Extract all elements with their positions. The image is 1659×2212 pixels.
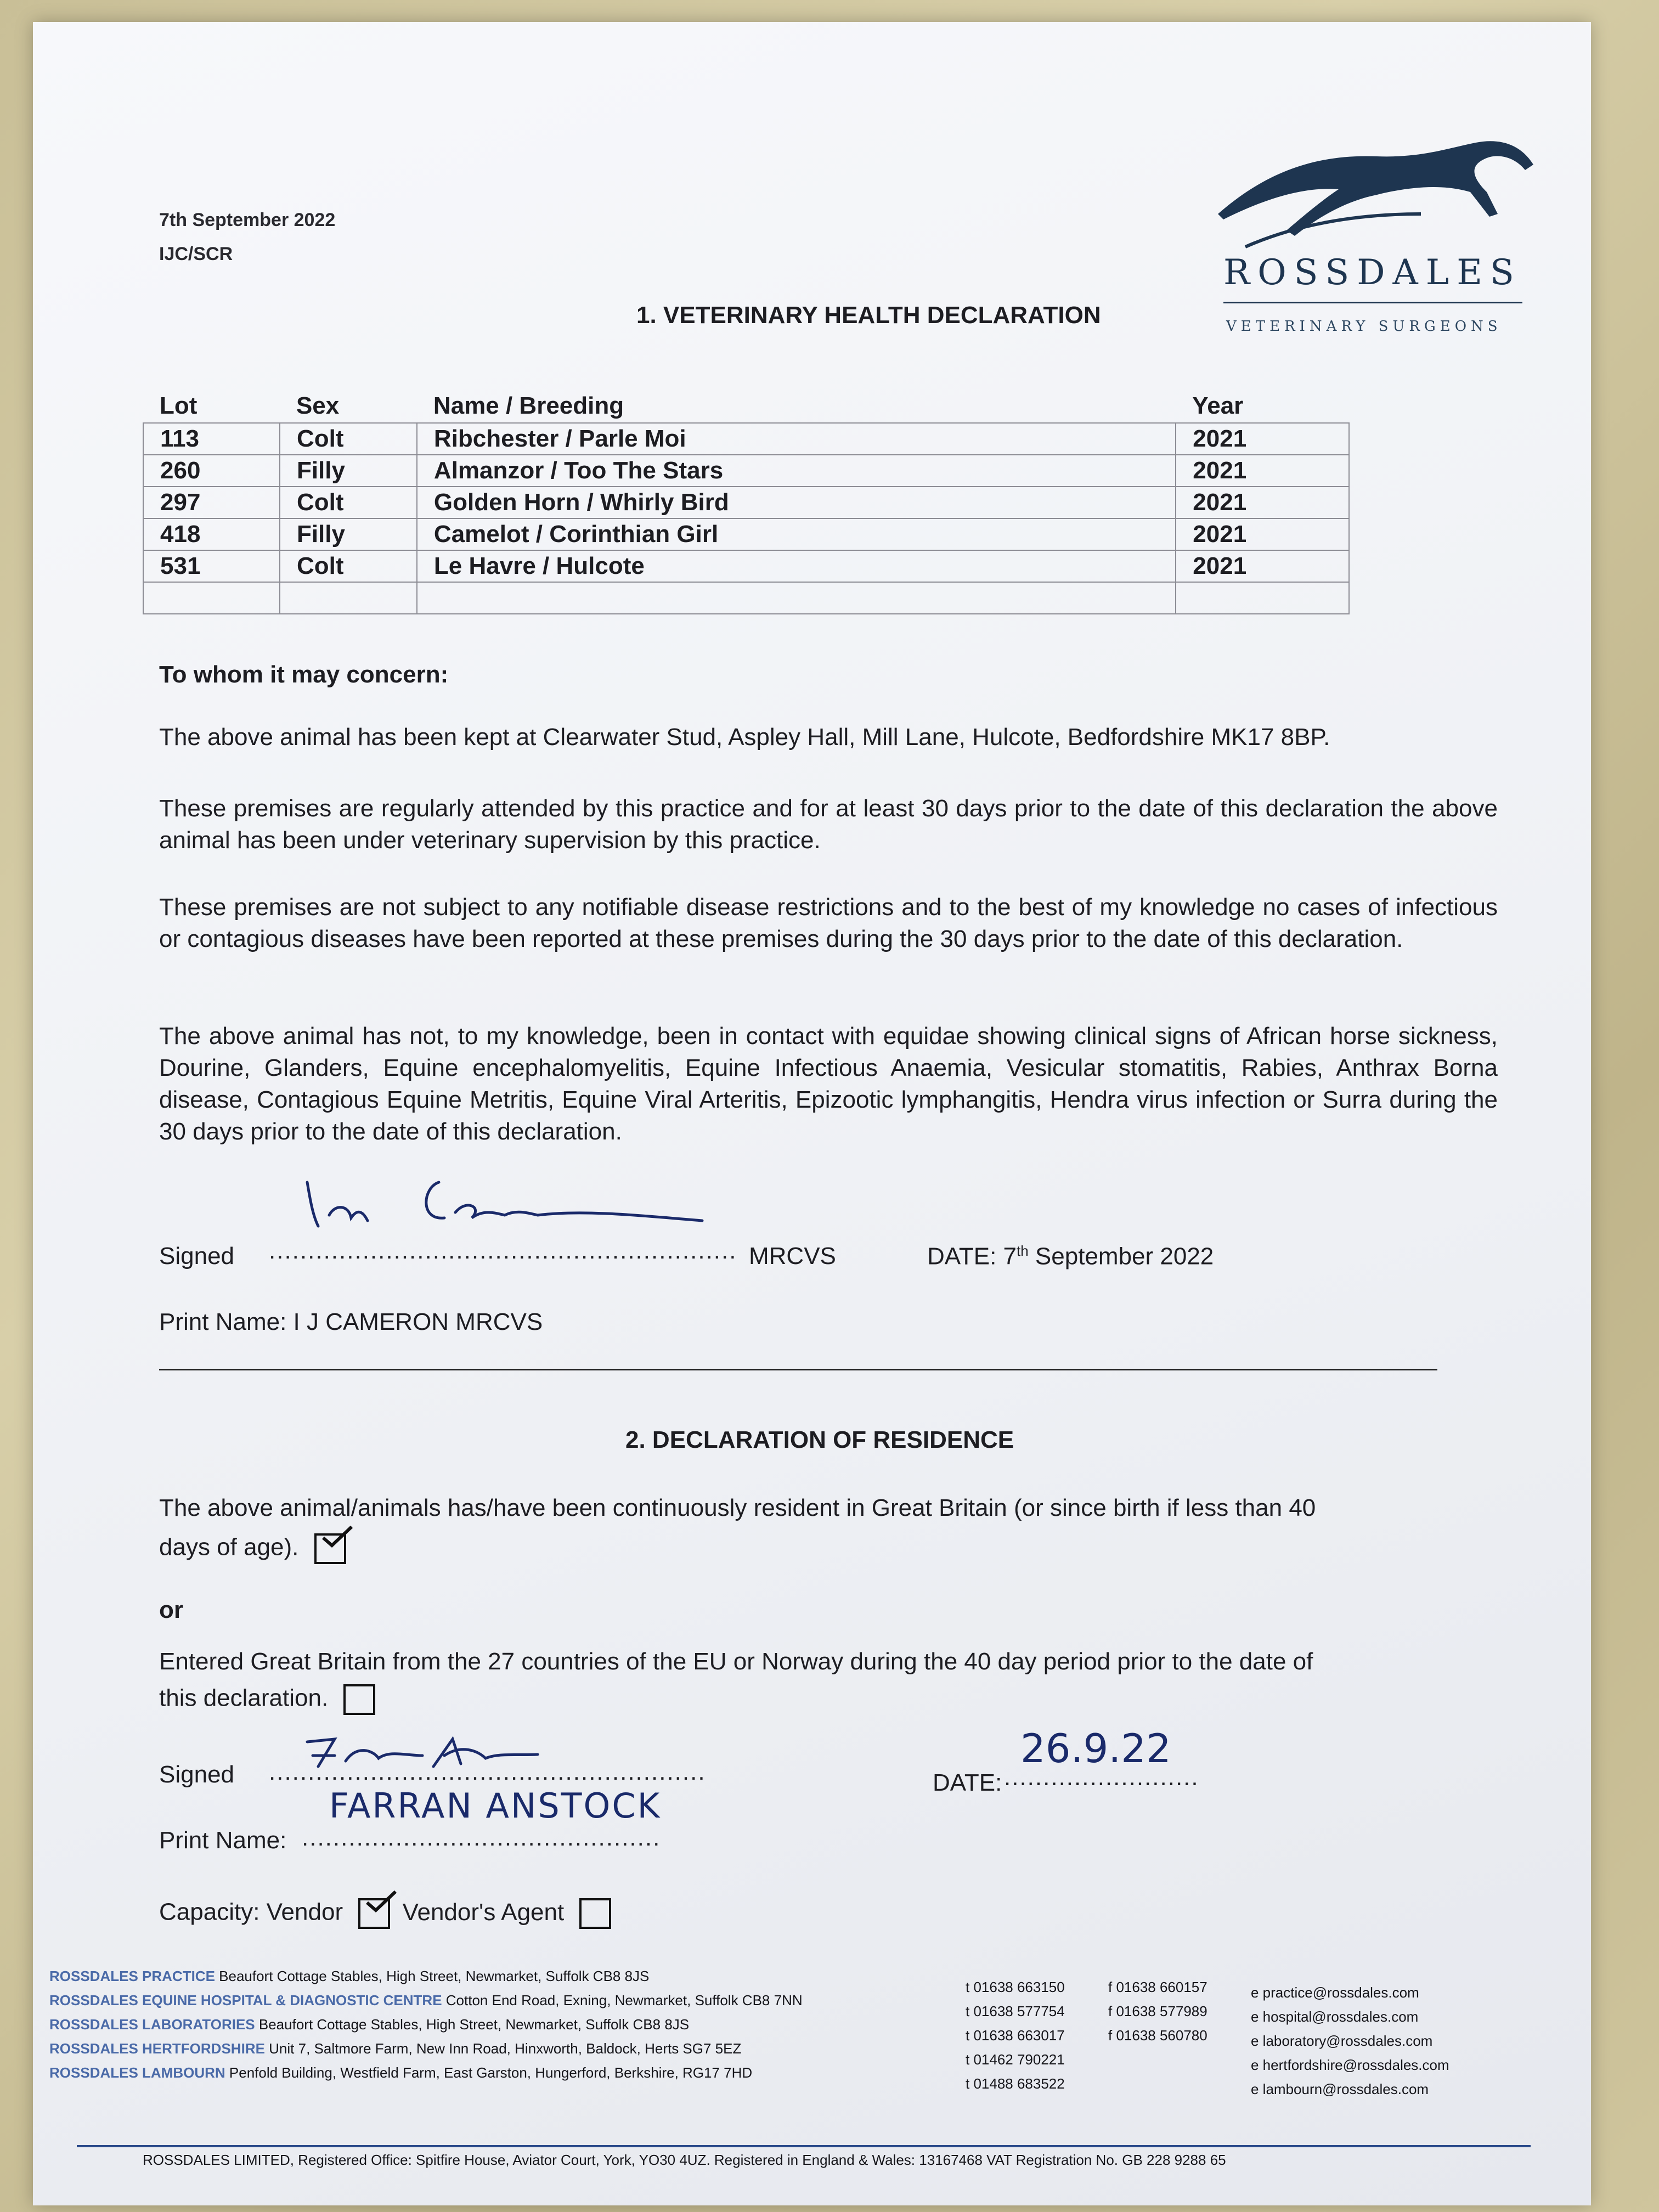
column-header-year: Year <box>1192 392 1244 419</box>
cell-sex: Colt <box>280 423 417 455</box>
cell-lot: 418 <box>143 518 280 550</box>
document-date: 7th September 2022 <box>159 210 336 230</box>
cell-name: Ribchester / Parle Moi <box>417 423 1176 455</box>
cell-sex: Colt <box>280 550 417 582</box>
vendor-date-label: DATE: <box>933 1769 1002 1796</box>
table-row <box>143 423 1349 455</box>
cell-lot: 260 <box>143 455 280 487</box>
cell-sex: Colt <box>280 487 417 518</box>
footer-phones: t 01638 663150 t 01638 577754 t 01638 663017 t 01462 790221 t 01488 683522 <box>966 1979 1065 2092</box>
column-header-sex: Sex <box>296 392 340 419</box>
logo-wordmark: ROSSDALES <box>1223 252 1522 293</box>
cell-year: 2021 <box>1176 518 1349 550</box>
footer-divider <box>77 2145 1531 2147</box>
table-row <box>143 550 1349 582</box>
registered-office: ROSSDALES LIMITED, Registered Office: Spitfire House, Aviator Court, York, YO30 4UZ. Registered in England & Wales: 13167468 VAT Registration No. GB 228 9288 65 <box>143 2152 1226 2168</box>
footer-line: ROSSDALES LAMBOURN Penfold Building, Westfield Farm, East Garston, Hungerford, Berkshire, RG17 7HD <box>49 2064 753 2081</box>
vendor-signature <box>296 1734 603 1783</box>
vet-signed-label: Signed <box>159 1243 235 1269</box>
lots-table <box>143 390 1350 614</box>
footer-line: ROSSDALES PRACTICE Beaufort Cottage Stables, High Street, Newmarket, Suffolk CB8 8JS <box>49 1968 650 1984</box>
cell-year: 2021 <box>1176 487 1349 518</box>
cell-year: 2021 <box>1176 423 1349 455</box>
cell-year: 2021 <box>1176 455 1349 487</box>
capacity-row: Capacity: Vendor Vendor's Agent <box>159 1898 611 1929</box>
table-row <box>143 455 1349 487</box>
declaration-document <box>33 22 1591 2205</box>
check-mark-icon <box>320 1526 353 1548</box>
vendor-print-label: Print Name: <box>159 1827 287 1854</box>
column-header-lot: Lot <box>160 392 198 419</box>
table-header-row <box>143 390 1349 423</box>
vet-print-name: Print Name: I J CAMERON MRCVS <box>159 1308 543 1335</box>
paragraph-premises: The above animal has been kept at Clearwater Stud, Aspley Hall, Mill Lane, Hulcote, Bedfordshire MK17 8BP. <box>159 724 1330 751</box>
cell-name: Golden Horn / Whirly Bird <box>417 487 1176 518</box>
section1-title: 1. VETERINARY HEALTH DECLARATION <box>636 302 1101 329</box>
horse-logo-icon <box>1212 132 1542 258</box>
cell-sex: Filly <box>280 455 417 487</box>
document-reference: IJC/SCR <box>159 244 233 264</box>
vendor-date-handwritten: 26.9.22 <box>1020 1725 1171 1771</box>
cell-lot: 113 <box>143 423 280 455</box>
vendor-checkbox[interactable] <box>358 1898 390 1929</box>
entered-statement: Entered Great Britain from the 27 countries of the EU or Norway during the 40 day period prior to the date of <box>159 1648 1313 1675</box>
column-header-name: Name / Breeding <box>433 392 624 419</box>
section-divider <box>159 1369 1437 1370</box>
footer-line: ROSSDALES EQUINE HOSPITAL & DIAGNOSTIC CENTRE Cotton End Road, Exning, Newmarket, Suffolk CB8 7NN <box>49 1992 803 2008</box>
logo-tagline: VETERINARY SURGEONS <box>1226 318 1502 335</box>
footer-faxes: f 01638 660157 f 01638 577989 f 01638 560780 <box>1108 1979 1207 2044</box>
entered-checkbox[interactable] <box>343 1684 375 1715</box>
footer-emails: e practice@rossdales.com e hospital@rossdales.com e laboratory@rossdales.com e hertfordshire@rossdales.com e lambourn@rossdales.com <box>1251 1984 1449 2097</box>
vendor-signed-label: Signed <box>159 1761 235 1788</box>
footer-line: ROSSDALES LABORATORIES Beaufort Cottage Stables, High Street, Newmarket, Suffolk CB8 8JS <box>49 2016 690 2033</box>
salutation: To whom it may concern: <box>159 661 449 688</box>
paragraph-contact: The above animal has not, to my knowledge, been in contact with equidae showing clinical signs of African horse sickness, Dourine, Glanders, Equine encephalomyelitis, Equine Infectious Anaemia, Vesicular stomatitis, Rabies, Anthrax Borna disease, Contagious Equine Metritis, Equine Viral Arteritis, Epizootic lymphangitis, Hendra virus infection or Surra during the 30 days prior to the date of this declaration. <box>159 1023 1498 1145</box>
vendor-date-line: ......................... <box>1004 1764 1199 1791</box>
footer-addresses <box>49 1964 982 2085</box>
section2-title: 2. DECLARATION OF RESIDENCE <box>625 1426 1014 1453</box>
check-mark-icon <box>364 1891 397 1912</box>
table-row-empty <box>143 582 1349 614</box>
entered-option: this declaration. <box>159 1684 375 1715</box>
residence-statement: The above animal/animals has/have been continuously resident in Great Britain (or since birth if less than 40 <box>159 1494 1316 1521</box>
vendor-print-line: .............................................. <box>302 1824 661 1851</box>
paragraph-restrictions: These premises are not subject to any notifiable disease restrictions and to the best of my knowledge no cases of infectious or contagious diseases have been reported at these premises during the 30 days prior to the date of this declaration. <box>159 894 1498 952</box>
paragraph-supervision: These premises are regularly attended by this practice and for at least 30 days prior to the date of this declaration the above animal has been under veterinary supervision by this practice. <box>159 795 1498 854</box>
cell-lot: 297 <box>143 487 280 518</box>
vendor-print-handwritten: FARRAN ANSTOCK <box>329 1786 662 1826</box>
mrcvs-label: MRCVS <box>749 1243 836 1269</box>
vet-date: DATE: 7th September 2022 <box>927 1243 1214 1270</box>
table-row <box>143 487 1349 518</box>
vet-signature <box>296 1160 713 1243</box>
residence-checkbox[interactable] <box>314 1533 346 1564</box>
vendor-signature-line: ........................................................ <box>269 1758 706 1785</box>
footer-line: ROSSDALES HERTFORDSHIRE Unit 7, Saltmore Farm, New Inn Road, Hinxworth, Baldock, Herts SG7 5EZ <box>49 2040 742 2057</box>
cell-name: Camelot / Corinthian Girl <box>417 518 1176 550</box>
table-row <box>143 518 1349 550</box>
vet-signature-line: ............................................................ <box>269 1237 737 1264</box>
residence-option: days of age). <box>159 1533 346 1564</box>
cell-lot: 531 <box>143 550 280 582</box>
cell-year: 2021 <box>1176 550 1349 582</box>
logo-divider <box>1223 302 1522 303</box>
or-separator: or <box>159 1596 183 1623</box>
agent-checkbox[interactable] <box>579 1898 611 1929</box>
cell-sex: Filly <box>280 518 417 550</box>
cell-name: Almanzor / Too The Stars <box>417 455 1176 487</box>
cell-name: Le Havre / Hulcote <box>417 550 1176 582</box>
